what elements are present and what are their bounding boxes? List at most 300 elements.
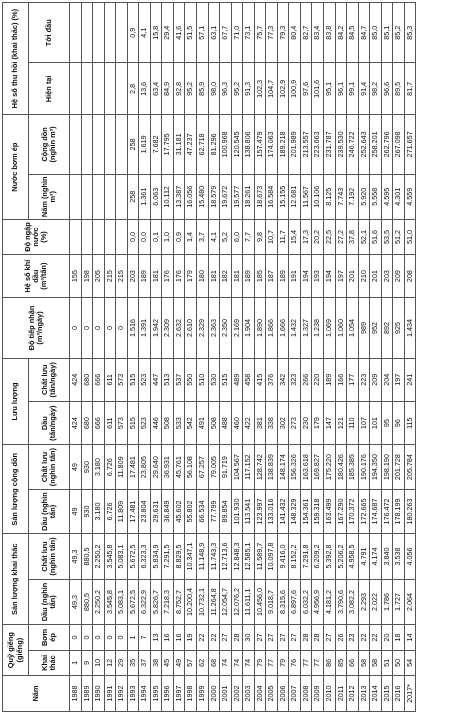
table-row <box>243 3 255 712</box>
table-cell: 1.516 <box>127 298 139 358</box>
table-cell: 12.713,6 <box>220 534 232 580</box>
table-cell: 73,1 <box>243 3 255 63</box>
table-cell: 11.611,1 <box>243 579 255 624</box>
table-cell: 51,6 <box>370 220 382 255</box>
table-cell: 530 <box>208 358 220 401</box>
table-cell: 2.329 <box>197 298 209 358</box>
table-cell: 3.840 <box>381 534 393 580</box>
table-cell: 77 <box>312 650 324 675</box>
header-year: Năm <box>3 676 70 712</box>
header-cumulative-liquid: Chất lưu (nghìn tấn) <box>29 445 70 489</box>
table-cell: 117.152 <box>243 445 255 489</box>
table-cell: 13.387 <box>173 174 185 219</box>
table-cell <box>81 174 93 219</box>
table-cell <box>116 63 128 115</box>
table-cell: 4,1 <box>139 3 151 63</box>
table-cell: 28 <box>231 625 243 650</box>
table-cell: 181 <box>150 254 162 297</box>
table-cell: 163.618 <box>300 445 312 489</box>
table-cell: 20,2 <box>312 220 324 255</box>
table-cell: 97,6 <box>300 63 312 115</box>
table-cell: 930 <box>81 489 93 533</box>
table-cell: 77,3 <box>266 3 278 63</box>
table-cell: 58 <box>370 650 382 675</box>
table-cell <box>104 220 116 255</box>
table-cell-year: 2009 <box>312 676 324 712</box>
table-cell: 101,6 <box>312 63 324 115</box>
table-cell: 5.083,1 <box>116 534 128 580</box>
table-cell: 10.732,1 <box>197 579 209 624</box>
table-cell: 62.718 <box>197 115 209 174</box>
header-injection-cumulative: Cộng dồn (nghìn m³) <box>29 115 70 174</box>
table-cell: 5.920 <box>358 174 370 219</box>
table-cell: 12.585,1 <box>243 534 255 580</box>
table-cell: 458 <box>243 358 255 401</box>
table-cell: 489 <box>231 358 243 401</box>
table-cell: 203 <box>127 254 139 297</box>
table-cell: 8.152,2 <box>289 534 301 580</box>
table-cell: 53,5 <box>381 220 393 255</box>
table-cell: 17.795 <box>162 115 174 174</box>
table-row <box>162 3 174 712</box>
table-cell: 10.456,0 <box>254 579 266 624</box>
table-cell: 77 <box>266 650 278 675</box>
table-cell <box>104 63 116 115</box>
table-cell: 0,1 <box>150 220 162 255</box>
table-cell: 3.545,8 <box>104 534 116 580</box>
table-cell: 1.942 <box>150 298 162 358</box>
table-cell: 180.426 <box>335 445 347 489</box>
table-cell: 38 <box>150 650 162 675</box>
table-cell: 89.854 <box>220 489 232 533</box>
table-cell-year: 2000 <box>208 676 220 712</box>
table-cell: 1.060 <box>335 298 347 358</box>
table-cell <box>116 3 128 63</box>
table-cell: 120.545 <box>231 115 243 174</box>
table-cell: 198 <box>81 254 93 297</box>
table-cell: 0 <box>81 298 93 358</box>
table-cell-year: 2001 <box>220 676 232 712</box>
table-cell: 4.181,2 <box>324 579 336 624</box>
table-row <box>381 3 393 712</box>
table-cell: 175.220 <box>324 445 336 489</box>
table-cell: 63,4 <box>150 63 162 115</box>
table-cell: 22,5 <box>324 220 336 255</box>
table-row <box>208 3 220 712</box>
table-cell: 85 <box>335 650 347 675</box>
table-cell: 6.063 <box>150 174 162 219</box>
table-cell: 98,2 <box>370 63 382 115</box>
table-cell: 7 <box>139 625 151 650</box>
table-cell: 81.296 <box>208 115 220 174</box>
table-cell: 3.180 <box>93 445 105 489</box>
header-production-oil: Dầu (nghìn tấn) <box>29 579 70 624</box>
table-row <box>300 3 312 712</box>
table-cell: 194 <box>324 254 336 297</box>
table-cell: 18.673 <box>254 174 266 219</box>
table-cell <box>93 63 105 115</box>
table-cell: 84,5 <box>347 3 359 63</box>
table-cell: 10,7 <box>266 220 278 255</box>
table-cell: 176 <box>162 254 174 297</box>
header-productivity: Độ tiếp nhận (m³/ngày) <box>3 298 70 358</box>
table-cell: 376 <box>266 358 278 401</box>
table-cell-year: 1992 <box>116 676 128 712</box>
table-cell: 57 <box>185 650 197 675</box>
table-cell: 446 <box>150 401 162 444</box>
table-cell: 18 <box>393 625 405 650</box>
table-cell: 181 <box>231 254 243 297</box>
table-cell: 159.318 <box>312 489 324 533</box>
table-cell: 7.682 <box>150 115 162 174</box>
table-cell: 1 <box>70 650 82 675</box>
table-cell: 74 <box>220 650 232 675</box>
table-cell: 215 <box>104 254 116 297</box>
table-cell: 4.301 <box>393 174 405 219</box>
table-cell: 75,7 <box>254 3 266 63</box>
table-cell: 523 <box>139 401 151 444</box>
table-cell: 148.174 <box>277 445 289 489</box>
table-cell: 7.218,3 <box>162 579 174 624</box>
table-cell: 41,6 <box>173 3 185 63</box>
table-cell: 121 <box>335 401 347 444</box>
header-rate-oil: Dầu (tấn/ngày) <box>29 401 70 444</box>
table-cell: 49,3 <box>70 534 82 580</box>
table-cell: 3.538 <box>393 534 405 580</box>
table-cell: 79 <box>254 650 266 675</box>
table-cell: 19.577 <box>231 174 243 219</box>
table-cell: 925 <box>393 298 405 358</box>
table-cell: 50 <box>393 650 405 675</box>
table-cell: 28 <box>300 625 312 650</box>
table-cell: 892 <box>381 298 393 358</box>
table-cell-year: 1990 <box>93 676 105 712</box>
table-cell: 85,1 <box>381 3 393 63</box>
table-cell: 4.559 <box>404 174 416 219</box>
table-cell: 66 <box>347 650 359 675</box>
table-cell <box>104 174 116 219</box>
table-row <box>277 3 289 712</box>
table-cell: 107 <box>358 401 370 444</box>
table-cell: 115 <box>404 401 416 444</box>
table-cell: 0,9 <box>127 3 139 63</box>
table-cell: 31.181 <box>173 115 185 174</box>
table-cell: 154.361 <box>300 489 312 533</box>
table-row <box>347 3 359 712</box>
table-cell: 85,0 <box>370 3 382 63</box>
table-cell: 930 <box>81 445 93 489</box>
table-cell: 100,9 <box>289 63 301 115</box>
table-cell: 177 <box>347 358 359 401</box>
header-wells-injection: Bơm ép <box>29 625 70 650</box>
table-cell: 157.479 <box>254 115 266 174</box>
table-cell: 15.155 <box>277 174 289 219</box>
table-cell: 189 <box>243 254 255 297</box>
table-cell: 7.291,5 <box>162 534 174 580</box>
table-cell: 77 <box>300 650 312 675</box>
table-cell <box>104 115 116 174</box>
table-cell: 10.347,1 <box>185 534 197 580</box>
table-cell: 10.106 <box>312 174 324 219</box>
table-cell: 0,9 <box>173 220 185 255</box>
table-cell: 174.687 <box>370 489 382 533</box>
table-cell: 23 <box>347 625 359 650</box>
table-cell: 13,6 <box>139 63 151 115</box>
table-cell: 27 <box>324 625 336 650</box>
table-cell: 0 <box>70 625 82 650</box>
table-cell: 36.849 <box>162 489 174 533</box>
table-cell-year: 1999 <box>197 676 209 712</box>
header-production-liquid: Chất lưu (nghìn tấn) <box>29 534 70 580</box>
table-cell: 45 <box>162 650 174 675</box>
table-cell: 11.589,7 <box>254 534 266 580</box>
table-row <box>185 3 197 712</box>
table-cell: 2.250,2 <box>93 534 105 580</box>
table-cell <box>93 174 105 219</box>
table-row <box>93 3 105 712</box>
table-cell: 89,5 <box>393 63 405 115</box>
table-cell: 6.726 <box>104 445 116 489</box>
table-cell: 76 <box>289 650 301 675</box>
header-injection-year: Năm (nghìn m³) <box>29 174 70 219</box>
table-cell <box>70 174 82 219</box>
table-cell: 15,4 <box>289 220 301 255</box>
table-cell <box>93 3 105 63</box>
table-cell: 11.809 <box>116 489 128 533</box>
table-cell <box>81 115 93 174</box>
table-cell: 169.827 <box>312 445 324 489</box>
table-cell: 51,2 <box>393 220 405 255</box>
table-cell: 18.261 <box>243 174 255 219</box>
table-cell: 0,0 <box>127 220 139 255</box>
table-cell: 82,7 <box>300 3 312 63</box>
header-rf-final: Tới đầu <box>29 3 70 63</box>
table-cell: 231.787 <box>324 115 336 174</box>
table-cell: 523 <box>139 358 151 401</box>
table-cell: 174.063 <box>266 115 278 174</box>
table-cell-year: 2016 <box>393 676 405 712</box>
table-cell: 91,3 <box>243 63 255 115</box>
table-cell: 515 <box>127 358 139 401</box>
table-cell-year: 2012 <box>347 676 359 712</box>
table-cell: 9,8 <box>254 220 266 255</box>
table-cell: 0 <box>104 298 116 358</box>
table-cell: 666 <box>93 358 105 401</box>
table-cell: 10.097,8 <box>266 534 278 580</box>
table-cell: 104.567 <box>231 445 243 489</box>
table-row <box>173 3 185 712</box>
table-cell <box>104 3 116 63</box>
header-rate-liquid: Chất lưu (tấn/ngày) <box>29 358 70 401</box>
table-cell: 220 <box>312 358 324 401</box>
table-cell <box>70 63 82 115</box>
table-cell: 460 <box>231 401 243 444</box>
table-cell: 22 <box>370 625 382 650</box>
table-cell: 1,0 <box>162 220 174 255</box>
table-row <box>312 3 324 712</box>
table-cell: 10.200,4 <box>185 579 197 624</box>
table-cell: 2.250,2 <box>93 579 105 624</box>
table-row <box>335 3 347 712</box>
table-cell: 67.257 <box>197 445 209 489</box>
table-cell: 95 <box>381 401 393 444</box>
table-row <box>127 3 139 712</box>
table-cell: 2.293 <box>358 579 370 624</box>
table-cell: 2.610 <box>185 298 197 358</box>
table-cell: 573 <box>116 401 128 444</box>
table-cell: 95,2 <box>185 63 197 115</box>
table-cell: 515 <box>127 401 139 444</box>
table-cell: 6.032,2 <box>300 579 312 624</box>
table-cell-year: 1995 <box>150 676 162 712</box>
table-cell: 1.432 <box>289 298 301 358</box>
table-cell: 3.180 <box>93 489 105 533</box>
header-production-group: Sản lượng khai thác <box>3 534 29 625</box>
table-cell: 18.579 <box>208 174 220 219</box>
table-cell: 989 <box>358 298 370 358</box>
table-cell: 163.499 <box>324 489 336 533</box>
table-cell: 56.108 <box>185 445 197 489</box>
table-cell: 3.545,8 <box>104 579 116 624</box>
table-cell: 267.098 <box>393 115 405 174</box>
table-row <box>254 3 266 712</box>
table-cell: 27 <box>289 625 301 650</box>
table-cell: 29.640 <box>150 445 162 489</box>
table-cell: 12.681 <box>289 174 301 219</box>
table-cell: 3.790,6 <box>335 579 347 624</box>
table-cell: 880,5 <box>81 579 93 624</box>
table-cell: 57,1 <box>197 3 209 63</box>
header-gor: Hệ số khí dầu (m³/tấn) <box>3 254 70 297</box>
table-cell: 5.672,5 <box>127 579 139 624</box>
table-cell: 210 <box>358 254 370 297</box>
table-cell: 2.363 <box>208 298 220 358</box>
table-cell-year: 1993 <box>127 676 139 712</box>
table-cell: 156.326 <box>289 445 301 489</box>
table-cell: 1.327 <box>300 298 312 358</box>
table-cell: 16 <box>173 625 185 650</box>
table-cell-year: 2015 <box>381 676 393 712</box>
table-cell: 2.169 <box>231 298 243 358</box>
table-cell: 180.263 <box>404 489 416 533</box>
table-cell <box>70 220 82 255</box>
table-cell: 96,3 <box>220 63 232 115</box>
table-cell: 13 <box>150 625 162 650</box>
table-cell: 96,1 <box>335 63 347 115</box>
table-cell: 176 <box>173 254 185 297</box>
table-cell: 230 <box>300 401 312 444</box>
table-cell: 84,2 <box>335 3 347 63</box>
table-cell: 1.391 <box>139 298 151 358</box>
table-cell: 30 <box>243 625 255 650</box>
table-row <box>220 3 232 712</box>
table-row <box>70 3 82 712</box>
table-cell-year: 2013 <box>358 676 370 712</box>
table-cell: 0 <box>116 625 128 650</box>
table-cell: 1.434 <box>404 298 416 358</box>
table-cell: 29.631 <box>150 489 162 533</box>
table-cell: 91.719 <box>220 445 232 489</box>
table-cell: 79,3 <box>277 3 289 63</box>
table-cell: 26 <box>335 625 347 650</box>
table-cell-year: 2007 <box>289 676 301 712</box>
table-cell: 5.558 <box>370 174 382 219</box>
table-cell: 187 <box>266 254 278 297</box>
table-cell: 510 <box>197 358 209 401</box>
table-cell: 611 <box>104 401 116 444</box>
table-cell: 3.082,2 <box>347 579 359 624</box>
table-cell: 84,7 <box>358 3 370 63</box>
table-cell: 6.897,6 <box>289 579 301 624</box>
table-cell-year: 1996 <box>162 676 174 712</box>
table-cell: 9 <box>81 650 93 675</box>
table-cell: 213.557 <box>300 115 312 174</box>
table-cell <box>116 174 128 219</box>
table-cell: 4.595 <box>381 174 393 219</box>
table-body <box>70 3 416 712</box>
table-cell: 80,4 <box>289 3 301 63</box>
table-cell: 27 <box>277 625 289 650</box>
table-row <box>393 3 405 712</box>
table-cell: 51,0 <box>404 220 416 255</box>
table-cell: 1.786 <box>381 579 393 624</box>
table-cell: 258.201 <box>370 115 382 174</box>
table-cell: 424 <box>70 358 82 401</box>
table-cell: 11.809 <box>116 445 128 489</box>
table-cell: 10.112 <box>162 174 174 219</box>
table-row <box>370 3 382 712</box>
table-cell: 179 <box>185 254 197 297</box>
table-cell: 166 <box>335 358 347 401</box>
table-cell: 209 <box>370 358 382 401</box>
table-cell: 96,6 <box>381 63 393 115</box>
table-row <box>104 3 116 712</box>
table-cell: 533 <box>173 401 185 444</box>
table-cell: 4.956,9 <box>312 579 324 624</box>
table-cell: 0 <box>81 625 93 650</box>
table-cell: 1.890 <box>254 298 266 358</box>
table-cell: 241 <box>404 358 416 401</box>
table-cell: 47.237 <box>185 115 197 174</box>
table-cell: 258 <box>127 174 139 219</box>
table-cell: 258 <box>127 115 139 174</box>
table-row <box>139 3 151 712</box>
table-cell: 323 <box>289 358 301 401</box>
table-cell: 11.264,8 <box>208 579 220 624</box>
header-wells-production: Khai thác <box>29 650 70 675</box>
table-cell: 424 <box>70 401 82 444</box>
table-cell: 0 <box>104 625 116 650</box>
table-cell: 12.076,2 <box>231 579 243 624</box>
table-cell: 1.619 <box>139 115 151 174</box>
table-cell: 68 <box>208 650 220 675</box>
table-cell: 16 <box>162 625 174 650</box>
table-cell: 1.727 <box>393 579 405 624</box>
table-cell: 85,9 <box>197 63 209 115</box>
table-cell: 6.322,9 <box>139 579 151 624</box>
table-cell: 9.416,0 <box>277 534 289 580</box>
table-cell: 198.190 <box>381 445 393 489</box>
table-cell: 1.054 <box>347 298 359 358</box>
table-cell: 205 <box>93 254 105 297</box>
table-cell: 185 <box>254 254 266 297</box>
table-cell: 537 <box>173 358 185 401</box>
table-cell: 190.176 <box>358 445 370 489</box>
table-cell: 176.472 <box>381 489 393 533</box>
table-cell: 12 <box>104 650 116 675</box>
table-cell: 4.056 <box>404 534 416 580</box>
table-cell: 208 <box>404 254 416 297</box>
